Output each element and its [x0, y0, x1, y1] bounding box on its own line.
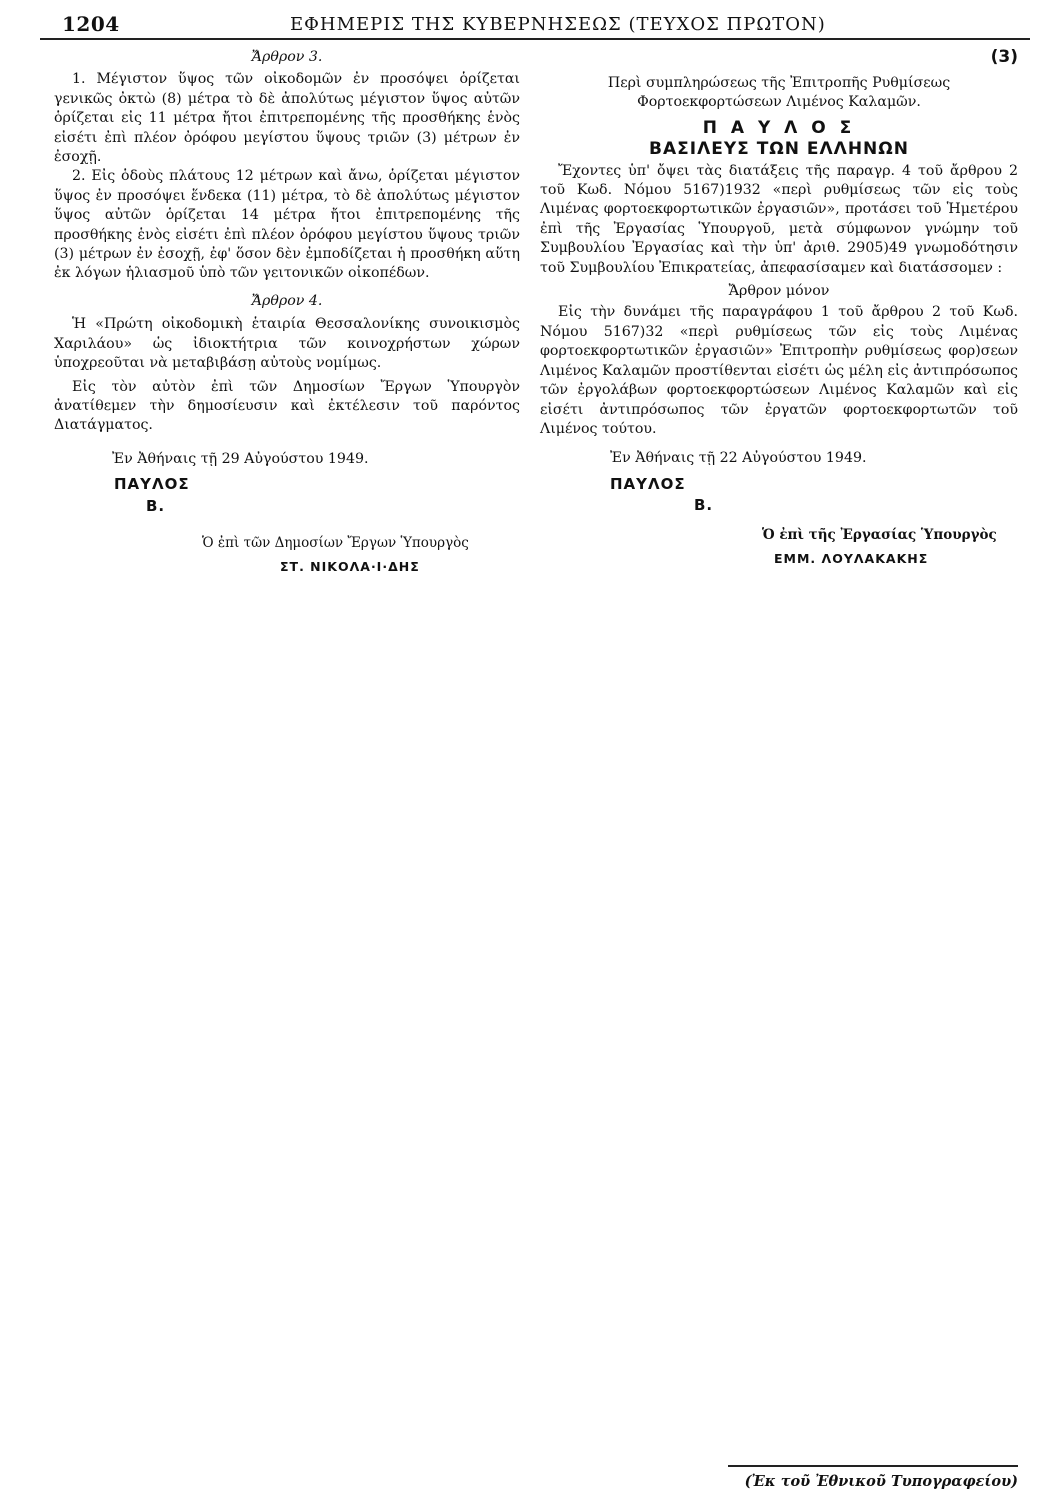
- article-3-heading: Ἄρθρον 3.: [251, 49, 323, 65]
- decree-subject: Περὶ συμπληρώσεως τῆς Ἐπιτροπῆς Ρυθμίσεως Φορτοεκφορτώσεων Λιμένος Καλαμῶν.: [607, 75, 951, 111]
- printer-imprint: (Ἐκ τοῦ Ἐθνικοῦ Τυπογραφείου): [744, 1473, 1018, 1490]
- king-signature: ΠΑΥΛΟΣ: [610, 474, 686, 493]
- running-title: ΕΦΗΜΕΡΙΣ ΤΗΣ ΚΥΒΕΡΝΗΣΕΩΣ (ΤΕΥΧΟΣ ΠΡΩΤΟΝ): [290, 14, 826, 35]
- minister-name: ΣΤ. ΝΙΚΟΛΑ·Ι·ΔΗΣ: [280, 559, 420, 575]
- king-title: Π Α Υ Λ Ο Σ: [702, 117, 856, 138]
- right-column: [540, 44, 1018, 568]
- left-column: [54, 44, 520, 577]
- minister-name: ΕΜΜ. ΛΟΥΛΑΚΑΚΗΣ: [774, 550, 929, 566]
- page-header: [40, 8, 1030, 44]
- king-signature: ΠΑΥΛΟΣ: [114, 475, 190, 494]
- article-4-paragraph: Ἡ «Πρώτη οἰκοδομικὴ ἑταιρία Θεσσαλονίκης συνοικισμὸς Χαριλάου» ὡς ἰδιοκτήτρια τῶν κοινοχρήστων χώρων ὑποχρεοῦται νὰ μεταβιβάσῃ αὐτοὺς νομίμως.: [54, 316, 520, 372]
- sole-article-text: Εἰς τὴν δυνάμει τῆς παραγράφου 1 τοῦ ἄρθρου 2 τοῦ Κωδ. Νόμου 5167)32 «περὶ ρυθμίσεως τῶν εἰς τοὺς Λιμένας φορτοεκφορτωτικῶν ἐργασιῶν» Ἐπιτροπὴν ρυθμίσεως φορ)σεων Λιμένος Καλαμῶν προστίθενται εἰσέτι ὡς μέλη εἰς ἀντιπρόσωπος τῶν ἐργολάβων φορτοεκφορτώσεων Λιμένος Καλαμῶν καὶ εἰς εἰσέτι ἀντιπρόσωπος τῶν ἐργατῶν φορτοεκφορτωτῶν τοῦ Λιμένος τούτου.: [540, 304, 1018, 437]
- minister-title: Ὁ ἐπὶ τῶν Δημοσίων Ἔργων Ὑπουργὸς: [202, 534, 469, 551]
- king-subtitle: ΒΑΣΙΛΕΥΣ ΤΩΝ ΕΛΛΗΝΩΝ: [649, 139, 909, 160]
- page-number: 1204: [62, 12, 120, 36]
- signing-date: Ἐν Ἀθήναις τῇ 29 Αὐγούστου 1949.: [112, 450, 369, 467]
- sole-article-heading: Ἄρθρον μόνον: [728, 283, 830, 300]
- decree-number: (3): [990, 47, 1018, 67]
- execution-clause: Εἰς τὸν αὐτὸν ἐπὶ τῶν Δημοσίων Ἔργων Ὑπουργὸν ἀνατίθεμεν τὴν δημοσίευσιν καὶ ἐκτέλεσιν τοῦ παρόντος Διατάγματος.: [54, 378, 520, 434]
- signing-date: Ἐν Ἀθήναις τῇ 22 Αὐγούστου 1949.: [610, 450, 867, 467]
- article-3-paragraph-1: 1. Μέγιστον ὕψος τῶν οἰκοδομῶν ἐν προσόψει ὁρίζεται γενικῶς ὀκτὼ (8) μέτρα τὸ δὲ ἀπολύτως μέγιστον ὕψος αὐτῶν ὁρίζεται εἰς 11 μέτρα ἤτοι ἐπιτρεπομένης τῆς προσθήκης ἑνὸς εἰσέτι ἐπὶ πλέον ὀρόφου μεγίστου ὕψους τριῶν (3) μέτρων ἐν ἐσοχῇ.: [54, 71, 520, 166]
- header-rule: [40, 38, 1030, 40]
- article-3-paragraph-2: 2. Εἰς ὁδοὺς πλάτους 12 μέτρων καὶ ἄνω, ὁρίζεται μέγιστον ὕψος ἐν προσόψει ἕνδεκα (11) μέτρα, τὸ δὲ ἀπολύτως μέγιστον ὕψος αὐτῶν ὁρίζεται 14 μέτρα ἤτοι ἐπιτρεπομένης τῆς προσθήκης ἑνὸς εἰσέτι ἐπὶ πλέον ὀρόφου μεγίστου ὕψους τριῶν (3) μέτρων ἐν ἐσοχῇ, ἐφ' ὅσον δὲν ἐμποδίζεται ἡ προσθήκη αὕτη ἐκ λόγων ἡλιασμοῦ ὑπὸ τῶν γειτονικῶν οἰκοπέδων.: [54, 168, 520, 282]
- king-initial: Β.: [146, 496, 166, 515]
- imprint-rule: [728, 1465, 1018, 1490]
- king-initial: Β.: [694, 496, 714, 515]
- preamble: Ἔχοντες ὑπ' ὄψει τὰς διατάξεις τῆς παραγρ. 4 τοῦ ἄρθρου 2 τοῦ Κωδ. Νόμου 5167)1932 «περὶ ρυθμίσεως τῶν εἰς τοὺς Λιμένας φορτοεκφορτωτικῶν ἐργασιῶν», προτάσει τοῦ Ἡμετέρου ἐπὶ τῆς Ἐργασίας Ὑπουργοῦ, μετὰ σύμφωνον γνώμην τοῦ Συμβουλίου Ἐργασίας καὶ τὴν ὑπ' ἀριθ. 2905)49 γνωμοδότησιν τοῦ Συμβουλίου Ἐπικρατείας, ἀπεφασίσαμεν καὶ διατάσσομεν :: [540, 162, 1018, 276]
- article-4-heading: Ἄρθρον 4.: [251, 292, 323, 309]
- minister-title: Ὁ ἐπὶ τῆς Ἐργασίας Ὑπουργὸς: [762, 526, 997, 543]
